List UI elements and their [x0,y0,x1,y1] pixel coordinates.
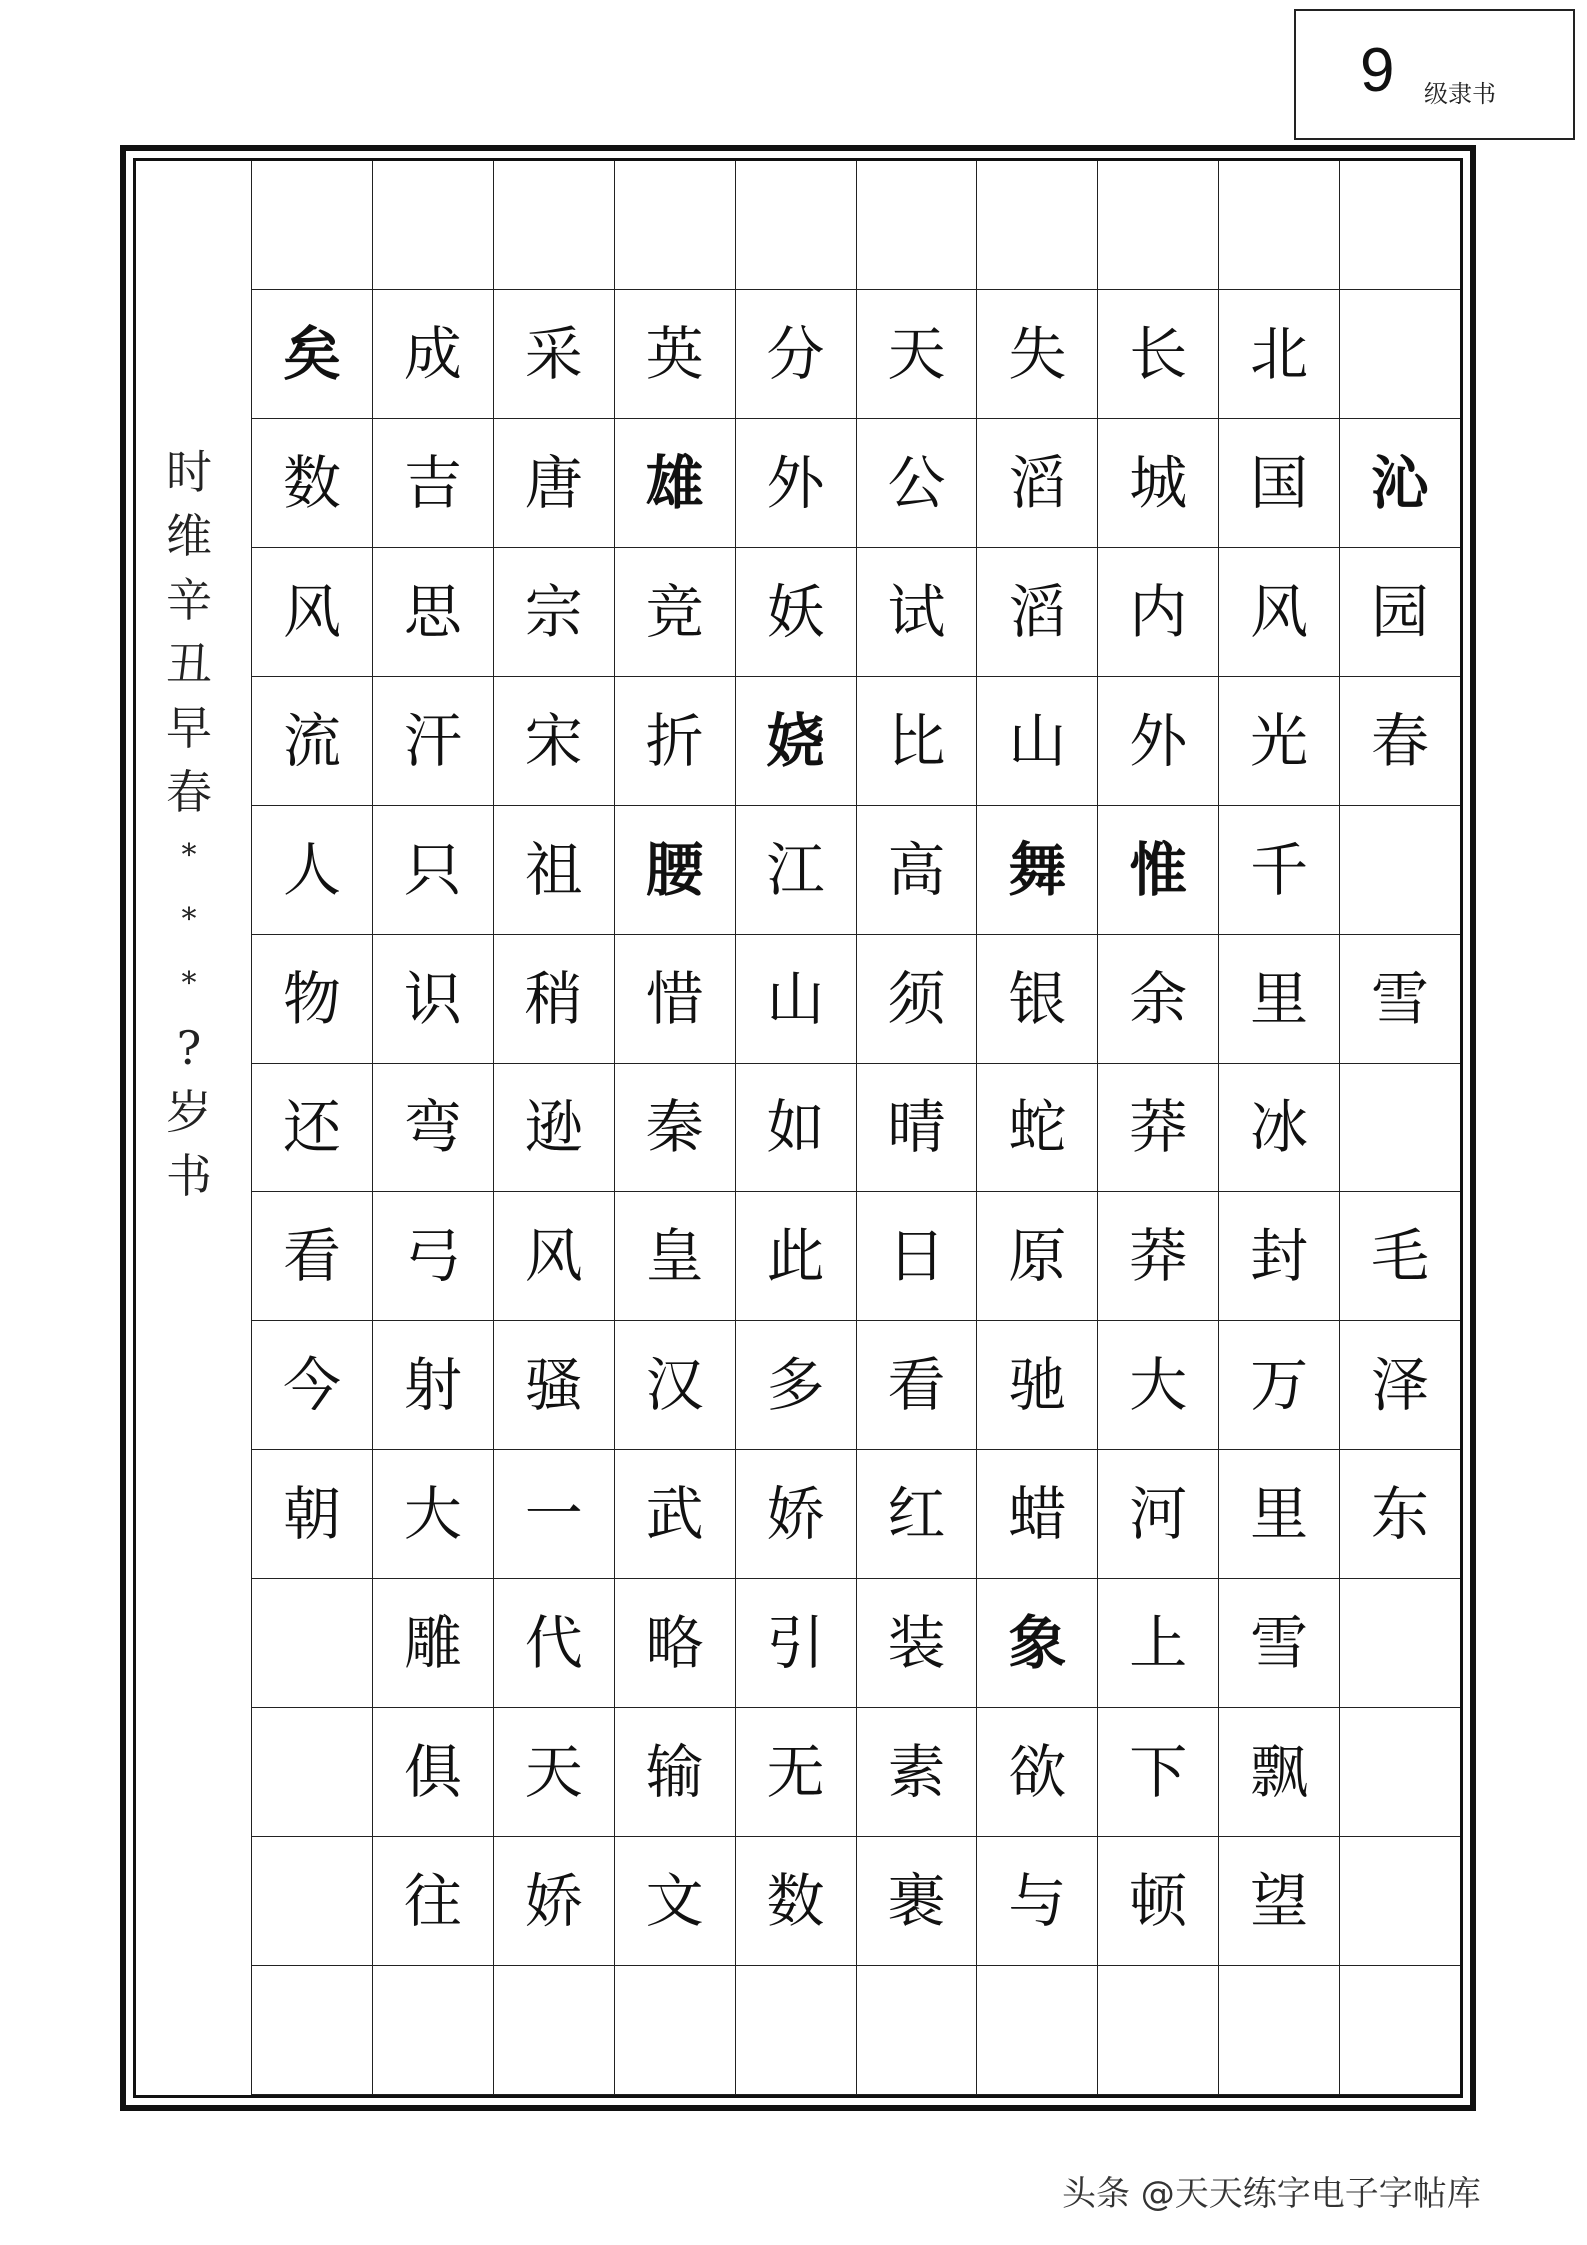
grid-cell: 宗 [493,548,614,677]
level-number: 9 [1360,36,1395,105]
grid-cell: 物 [251,935,372,1064]
grid-cell: 冰 [1218,1064,1339,1193]
grid-cell [1339,1579,1460,1708]
watermark: 头条 @天天练字电子字帖库 [1062,2174,1481,2214]
grid-cell: 东 [1339,1450,1460,1579]
grid-cell: 数 [735,1837,856,1966]
grid-cell: 朝 [251,1450,372,1579]
grid-cell [614,1966,735,2095]
grid-cell: 象 [976,1579,1097,1708]
grid-cell: 此 [735,1192,856,1321]
grid-cell: 代 [493,1579,614,1708]
grid-cell: 城 [1097,419,1218,548]
grid-cell: 只 [372,806,493,935]
grid-cell: 余 [1097,935,1218,1064]
grid-cell: 泽 [1339,1321,1460,1450]
grid-cell [251,1708,372,1837]
grid-cell: 娇 [735,1450,856,1579]
grid-cell: 国 [1218,419,1339,548]
grid-cell: 顿 [1097,1837,1218,1966]
grid-cell [735,161,856,290]
grid-cell: 封 [1218,1192,1339,1321]
signature-char: 辛 [166,573,212,627]
grid-cell: 莽 [1097,1064,1218,1193]
grid-cell: 河 [1097,1450,1218,1579]
signature-char: 岁 [166,1085,212,1139]
grid-cell: 里 [1218,935,1339,1064]
grid-cell: 皇 [614,1192,735,1321]
grid-cell [251,1966,372,2095]
grid-cell: 下 [1097,1708,1218,1837]
level-label: 级隶书 [1424,80,1496,108]
grid-cell: 成 [372,290,493,419]
grid-cell: 稍 [493,935,614,1064]
grid-cell: 引 [735,1579,856,1708]
grid-cell: 人 [251,806,372,935]
grid-cell: 采 [493,290,614,419]
grid-cell: 还 [251,1064,372,1193]
grid-cell: 吉 [372,419,493,548]
grid-cell: 蜡 [976,1450,1097,1579]
grid-cell [1339,1837,1460,1966]
grid-cell: 素 [856,1708,977,1837]
signature-char: 书 [166,1149,212,1203]
signature-char: * [181,838,197,873]
grid-cell [976,1966,1097,2095]
grid-cell [856,161,977,290]
grid-cell [1097,1966,1218,2095]
grid-cell: 高 [856,806,977,935]
signature-char: ? [176,1021,202,1075]
signature-char: 维 [166,509,212,563]
grid-cell: 射 [372,1321,493,1450]
grid-cell: 公 [856,419,977,548]
grid-cell: 大 [372,1450,493,1579]
grid-cell: 莽 [1097,1192,1218,1321]
grid-cell: 望 [1218,1837,1339,1966]
grid-cell: 雪 [1339,935,1460,1064]
grid-cell: 祖 [493,806,614,935]
grid-cell [614,161,735,290]
grid-cell [1097,161,1218,290]
grid-cell: 光 [1218,677,1339,806]
calligraphy-grid [251,161,1460,2095]
grid-cell: 汉 [614,1321,735,1450]
grid-cell [976,161,1097,290]
grid-cell: 比 [856,677,977,806]
grid-cell: 里 [1218,1450,1339,1579]
grid-cell [1339,290,1460,419]
grid-cell: 看 [856,1321,977,1450]
signature-char: 早 [166,701,212,755]
grid-cell: 弓 [372,1192,493,1321]
grid-cell: 滔 [976,419,1097,548]
grid-cell [1339,1064,1460,1193]
grid-cell [1339,161,1460,290]
grid-cell: 江 [735,806,856,935]
grid-cell: 一 [493,1450,614,1579]
grid-cell: 识 [372,935,493,1064]
grid-cell: 文 [614,1837,735,1966]
grid-cell: 往 [372,1837,493,1966]
grid-cell: 欲 [976,1708,1097,1837]
grid-cell: 须 [856,935,977,1064]
grid-cell: 腰 [614,806,735,935]
grid-cell: 蛇 [976,1064,1097,1193]
grid-cell [735,1966,856,2095]
signature-char: 时 [166,445,212,499]
grid-cell [856,1966,977,2095]
grid-cell: 思 [372,548,493,677]
grid-cell: 晴 [856,1064,977,1193]
grid-cell: 风 [493,1192,614,1321]
grid-cell: 原 [976,1192,1097,1321]
grid-cell: 与 [976,1837,1097,1966]
grid-cell: 毛 [1339,1192,1460,1321]
grid-cell: 北 [1218,290,1339,419]
grid-cell [251,161,372,290]
grid-cell: 唐 [493,419,614,548]
signature-char: 春 [166,765,212,819]
signature-char: * [181,902,197,937]
grid-cell: 上 [1097,1579,1218,1708]
grid-cell: 春 [1339,677,1460,806]
grid-cell: 英 [614,290,735,419]
grid-cell: 输 [614,1708,735,1837]
grid-cell: 大 [1097,1321,1218,1450]
grid-cell: 多 [735,1321,856,1450]
grid-cell: 娇 [493,1837,614,1966]
grid-cell: 内 [1097,548,1218,677]
grid-cell: 千 [1218,806,1339,935]
grid-cell: 红 [856,1450,977,1579]
grid-cell: 日 [856,1192,977,1321]
grid-cell: 分 [735,290,856,419]
grid-cell: 妖 [735,548,856,677]
grid-cell [1339,806,1460,935]
grid-cell [372,161,493,290]
grid-cell: 骚 [493,1321,614,1450]
signature-char: 丑 [166,637,212,691]
grid-cell: 舞 [976,806,1097,935]
grid-cell: 略 [614,1579,735,1708]
grid-cell: 滔 [976,548,1097,677]
grid-cell: 试 [856,548,977,677]
grid-cell: 看 [251,1192,372,1321]
grid-cell [493,1966,614,2095]
grid-cell: 数 [251,419,372,548]
grid-cell: 流 [251,677,372,806]
grid-cell: 弯 [372,1064,493,1193]
grid-cell: 惟 [1097,806,1218,935]
grid-cell [1218,161,1339,290]
grid-cell: 园 [1339,548,1460,677]
grid-cell: 山 [976,677,1097,806]
grid-cell [1339,1708,1460,1837]
grid-cell: 竞 [614,548,735,677]
grid-cell [251,1579,372,1708]
grid-cell: 沁 [1339,419,1460,548]
grid-cell: 如 [735,1064,856,1193]
grid-cell: 驰 [976,1321,1097,1450]
grid-cell: 矣 [251,290,372,419]
grid-cell: 宋 [493,677,614,806]
grid-cell: 长 [1097,290,1218,419]
grid-cell: 雕 [372,1579,493,1708]
grid-cell [372,1966,493,2095]
grid-cell: 俱 [372,1708,493,1837]
grid-cell: 天 [856,290,977,419]
grid-cell: 雄 [614,419,735,548]
signature-column [156,440,222,1208]
grid-cell: 无 [735,1708,856,1837]
grid-cell: 万 [1218,1321,1339,1450]
grid-cell: 折 [614,677,735,806]
grid-cell: 外 [735,419,856,548]
grid-cell: 秦 [614,1064,735,1193]
grid-cell: 今 [251,1321,372,1450]
level-box [1294,9,1575,140]
signature-char: * [181,966,197,1001]
grid-cell: 装 [856,1579,977,1708]
grid-cell: 雪 [1218,1579,1339,1708]
grid-cell: 风 [1218,548,1339,677]
grid-cell: 裹 [856,1837,977,1966]
grid-cell: 银 [976,935,1097,1064]
grid-cell: 失 [976,290,1097,419]
grid-cell: 风 [251,548,372,677]
grid-cell: 山 [735,935,856,1064]
grid-cell [1339,1966,1460,2095]
grid-cell: 惜 [614,935,735,1064]
grid-cell [493,161,614,290]
grid-cell: 逊 [493,1064,614,1193]
grid-cell [251,1837,372,1966]
grid-cell [1218,1966,1339,2095]
grid-cell: 武 [614,1450,735,1579]
grid-cell: 汗 [372,677,493,806]
grid-cell: 外 [1097,677,1218,806]
grid-cell: 天 [493,1708,614,1837]
grid-cell: 娆 [735,677,856,806]
grid-cell: 飘 [1218,1708,1339,1837]
